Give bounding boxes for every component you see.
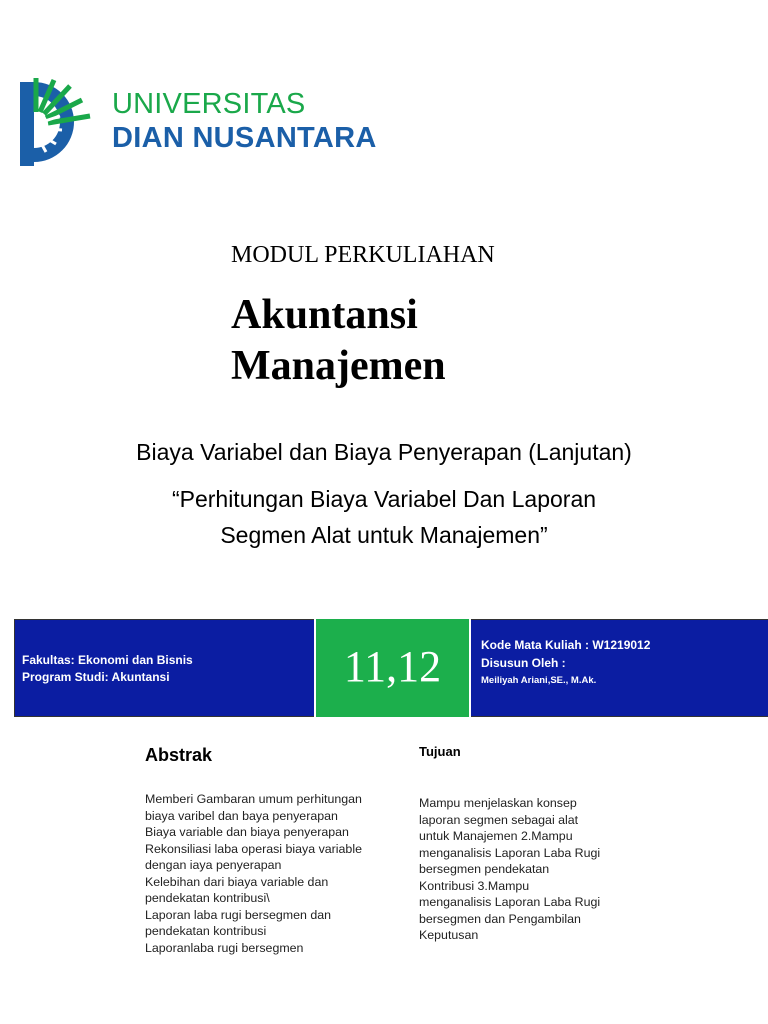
module-number: 11,12	[343, 642, 442, 691]
abstract-line: biaya varibel dan baya penyerapan	[145, 808, 338, 823]
study-program-text: Program Studi: Akuntansi	[22, 670, 170, 684]
objectives-line: menganalisis Laporan Laba Rugi	[419, 895, 601, 909]
objectives-line: Keputusan	[419, 928, 479, 942]
abstract-line: Laporan laba rugi bersegmen dan	[145, 907, 331, 922]
objectives-line: bersegmen pendekatan	[419, 862, 550, 876]
objectives-line: menganalisis Laporan Laba Rugi	[419, 845, 601, 860]
topic-quote-line1: “Perhitungan Biaya Variabel Dan Laporan	[171, 486, 597, 512]
course-code-text: Kode Mata Kuliah : W1219012	[481, 638, 651, 652]
abstract-line: dengan iaya penyerapan	[145, 858, 282, 872]
objectives-body	[419, 795, 659, 944]
abstract-line: Biaya variable dan biaya penyerapan	[145, 825, 349, 839]
abstract-line: pendekatan kontribusi\	[145, 891, 270, 905]
objectives-line: bersegmen dan Pengambilan	[419, 911, 581, 926]
abstract-line: Laporanlaba rugi bersegmen	[145, 940, 304, 955]
logo-wordmark-universitas: UNIVERSITAS	[112, 88, 306, 120]
topic-subtitle: Biaya Variabel dan Biaya Penyerapan (Lanjutan)	[136, 439, 632, 465]
objectives-line: untuk Manajemen 2.Mampu	[419, 829, 573, 843]
abstract-line: Memberi Gambaran umum perhitungan	[145, 792, 362, 806]
abstract-line: Rekonsiliasi laba operasi biaya variable	[145, 841, 362, 856]
compiled-by-label: Disusun Oleh :	[481, 656, 566, 670]
course-title-line2: Manajemen	[231, 343, 446, 389]
topic-quote-line2: Segmen Alat untuk Manajemen”	[220, 522, 548, 548]
university-logo	[20, 78, 96, 166]
abstract-line: Kelebihan dari biaya variable dan	[145, 874, 329, 889]
course-title-line1: Akuntansi	[231, 292, 418, 338]
logo-wordmark-dian-nusantara: DIAN NUSANTARA	[112, 122, 377, 154]
objectives-line: laporan segmen sebagai alat	[419, 812, 579, 827]
objectives-line: Kontribusi 3.Mampu	[419, 878, 530, 893]
abstract-heading: Abstrak	[145, 745, 213, 765]
abstract-body	[145, 791, 415, 956]
modul-label: MODUL PERKULIAHAN	[231, 242, 495, 268]
abstract-line: pendekatan kontribusi	[145, 924, 267, 938]
author-name: Meiliyah Ariani,SE., M.Ak.	[481, 675, 597, 686]
faculty-text: Fakultas: Ekonomi dan Bisnis	[22, 653, 193, 667]
objectives-line: Mampu menjelaskan konsep	[419, 796, 577, 810]
objectives-heading: Tujuan	[419, 744, 461, 759]
